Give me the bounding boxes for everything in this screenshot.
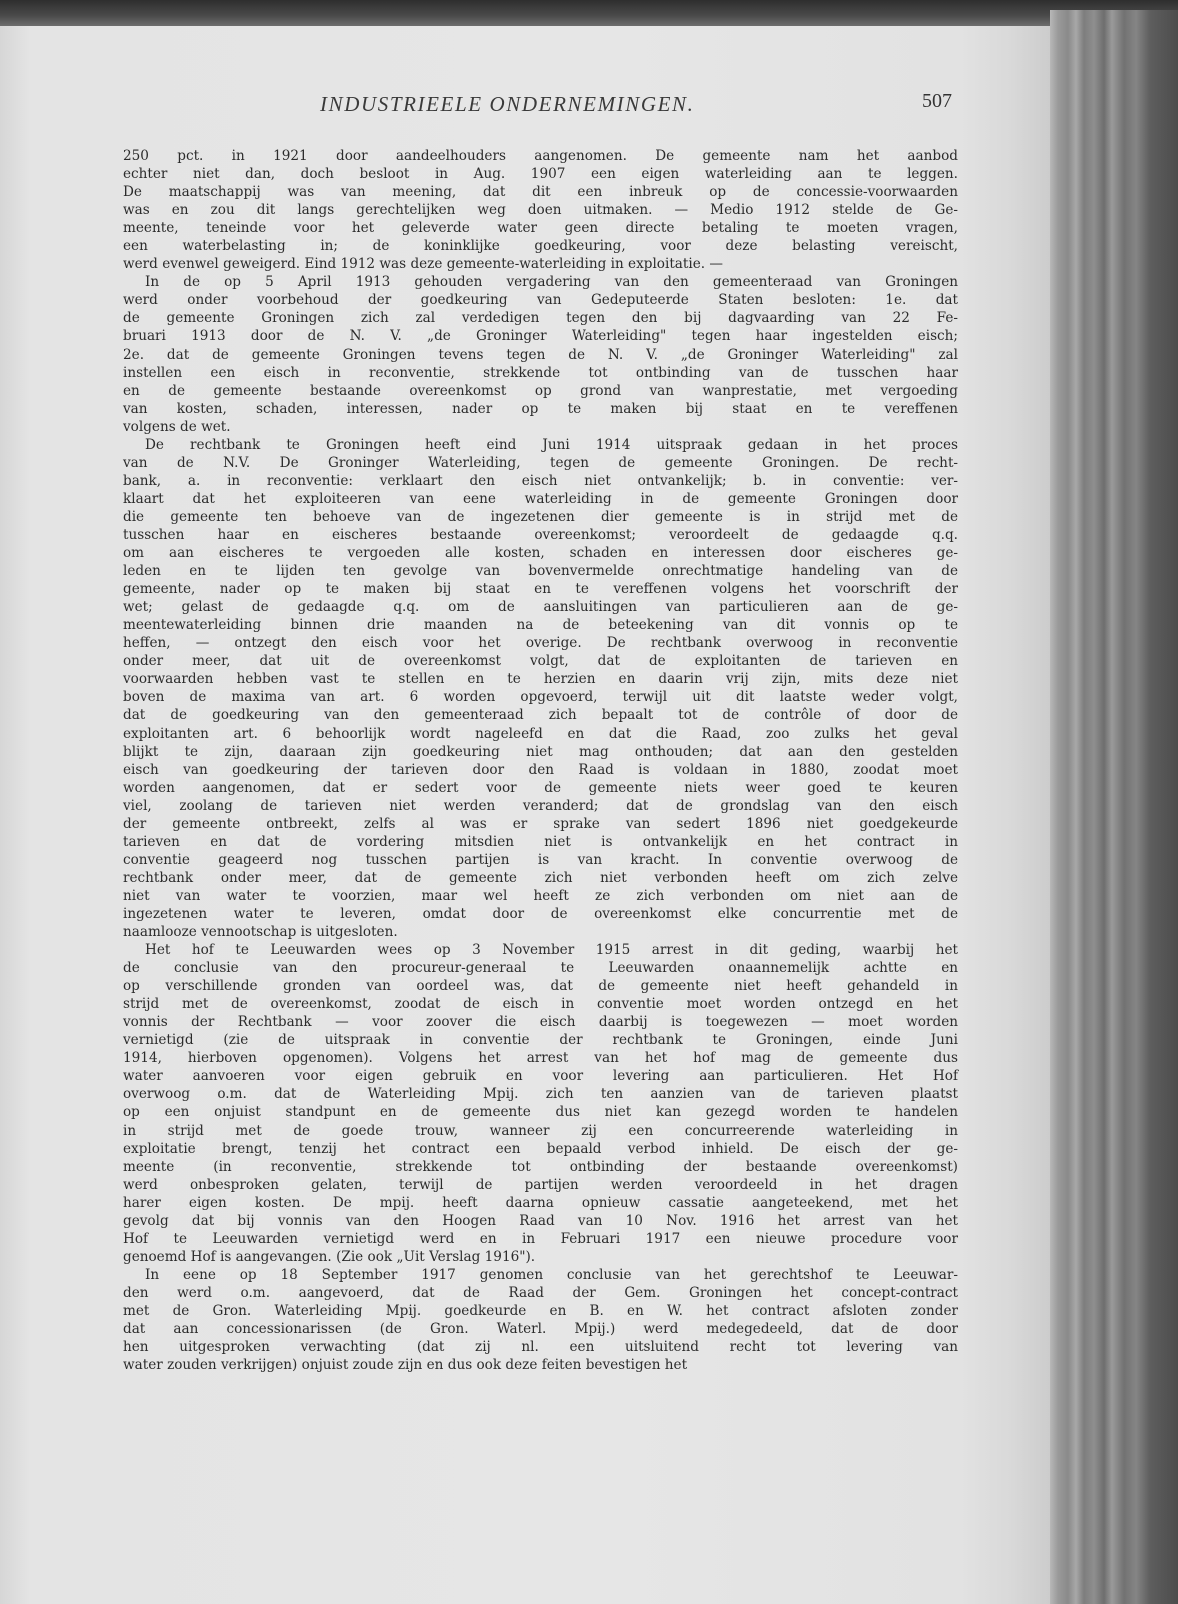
text-line: tarieven en dat de vordering mitsdien niet is ontvankelijk en het contract in [123,833,958,850]
text-line: om aan eischeres te vergoeden alle kosten, schaden en interessen door eischeres ge- [123,545,958,562]
text-line: der gemeente ontbreekt, zelfs al was er sprake van sedert 1896 niet goedgekeurde [123,815,958,832]
text-line: leden en te lijden ten gevolge van bovenvermelde onrechtmatige handeling van de [123,563,958,580]
text-line: worden aangenomen, dat er sedert voor de gemeente niets weer goed te keuren [123,779,958,796]
text-line: meentewaterleiding binnen drie maanden na de beteekening van dit vonnis op te [123,617,958,634]
text-line: echter niet dan, doch besloot in Aug. 1907 een eigen waterleiding aan te leggen. [123,166,958,183]
text-line: bank, a. in reconventie: verklaart den eisch niet ontvankelijk; b. in conventie: ver- [123,472,958,489]
text-line: de gemeente Groningen zich zal verdedigen tegen den bij dagvaarding van 22 Fe- [123,310,958,327]
text-line: water aanvoeren voor eigen gebruik en voor levering aan particulieren. Het Hof [123,1068,958,1085]
text-line: viel, zoolang de tarieven niet werden veranderd; dat de grondslag van den eisch [123,797,958,814]
text-line: rechtbank onder meer, dat de gemeente zich niet verbonden heeft om zich zelve [123,869,958,886]
text-line: vernietigd (zie de uitspraak in conventie der rechtbank te Groningen, einde Juni [123,1032,958,1049]
text-line: In eene op 18 September 1917 genomen conclusie van het gerechtshof te Leeuwar- [145,1266,958,1283]
text-line: onder meer, dat uit de overeenkomst volgt, dat de exploitanten de tarieven en [123,653,958,670]
body-text [123,147,958,1374]
text-line: naamlooze vennootschap is uitgesloten. [123,924,398,941]
text-line: was en zou dit langs gerechtelijken weg doen uitmaken. — Medio 1912 stelde de Ge- [123,202,958,219]
text-line: 1914, hierboven opgenomen). Volgens het arrest van het hof mag de gemeente dus [123,1050,958,1067]
text-line: overwoog o.m. dat de Waterleiding Mpij. zich ten aanzien van de tarieven plaatst [123,1086,958,1103]
text-line: op verschillende gronden van oordeel was, dat de gemeente niet heeft gehandeld in [123,978,958,995]
text-line: gevolg dat bij vonnis van den Hoogen Raad van 10 Nov. 1916 het arrest van het [123,1212,958,1229]
text-line: exploitatie brengt, tenzij het contract een bepaald verbod inhield. De eisch der ge- [123,1140,958,1157]
text-line: wet; gelast de gedaagde q.q. om de aansluitingen van particulieren aan de ge- [123,599,958,616]
text-line: van de N.V. De Groninger Waterleiding, tegen de gemeente Groningen. De recht- [123,454,958,471]
text-line: niet van water te voorzien, maar wel heeft ze zich verbonden om niet aan de [123,887,958,904]
text-line: genoemd Hof is aangevangen. (Zie ook „Uit Verslag 1916"). [123,1248,536,1265]
book-binding-edge [1050,10,1178,1604]
paragraph [123,273,958,435]
text-line: boven de maxima van art. 6 worden opgevoerd, terwijl uit dit laatste weder volgt, [123,689,958,706]
text-line: met de Gron. Waterleiding Mpij. goedkeurde en B. en W. het contract afsloten zonder [123,1303,958,1319]
text-line: eisch van goedkeuring der tarieven door den Raad is voldaan in 1880, zoodat moet [123,761,958,778]
text-line: De rechtbank te Groningen heeft eind Juni 1914 uitspraak gedaan in het proces [145,436,958,453]
text-line: op een onjuist standpunt en de gemeente dus niet kan gezegd worden te handelen [123,1104,958,1121]
text-line: en de gemeente bestaande overeenkomst op grond van wanprestatie, met vergoeding [123,382,958,399]
text-line: blijkt te zijn, daaraan zijn goedkeuring niet mag onthouden; dat aan den gestelden [123,743,958,760]
text-line: dat de goedkeuring van den gemeenteraad zich bepaalt tot de contrôle of door de [123,707,958,724]
text-line: 2e. dat de gemeente Groningen tevens tegen de N. V. „de Groninger Waterleiding" zal [123,346,958,363]
text-line: in strijd met de goede trouw, wanneer zij een concurreerende waterleiding in [123,1122,958,1139]
text-line: ingezetenen water te leveren, omdat door de overeenkomst elke concurrentie met de [123,905,958,922]
text-line: 250 pct. in 1921 door aandeelhouders aangenomen. De gemeente nam het aanbod [123,148,958,164]
page-number: 507 [922,90,952,112]
text-line: exploitanten art. 6 behoorlijk wordt nageleefd en dat die Raad, zoo zulks het geval [123,725,958,742]
text-line: heffen, — ontzegt den eisch voor het overige. De rechtbank overwoog in reconventie [123,635,958,652]
text-line: instellen een eisch in reconventie, strekkende tot ontbinding van de tusschen haar [123,364,958,381]
text-line: werd onbesproken gelaten, terwijl de partijen werden veroordeeld in het dragen [123,1176,958,1193]
text-line: tusschen haar en eischeres bestaande overeenkomst; veroordeelt de gedaagde q.q. [123,526,958,543]
text-line: de conclusie van den procureur-generaal te Leeuwarden onaannemelijk achtte en [123,960,958,977]
text-line: den werd o.m. aangevoerd, dat de Raad der Gem. Groningen het concept-contract [123,1284,958,1301]
text-line: hen uitgesproken verwachting (dat zij nl. een uitsluitend recht tot levering van [123,1339,958,1356]
text-line: volgens de wet. [123,418,231,435]
text-line: werd evenwel geweigerd. Eind 1912 was deze gemeente-waterleiding in exploitatie. — [123,256,723,273]
text-line: bruari 1913 door de N. V. „de Groninger Waterleiding" tegen haar ingestelden eisch; [123,328,958,345]
text-line: dat aan concessionarissen (de Gron. Waterl. Mpij.) werd medegedeeld, dat de door [123,1321,958,1338]
text-line: Hof te Leeuwarden vernietigd werd en in Februari 1917 een nieuwe procedure voor [123,1230,958,1247]
text-line: die gemeente ten behoeve van de ingezetenen dier gemeente is in strijd met de [123,508,958,525]
text-line: water zouden verkrijgen) onjuist zoude zijn en dus ook deze feiten bevestigen het [123,1357,688,1374]
text-line: meente, teneinde voor het geleverde water geen directe betaling te moeten vragen, [123,220,958,237]
paragraph [123,436,958,941]
text-line: van kosten, schaden, interessen, nader op te maken bij staat en te vereffenen [123,400,958,417]
running-title: INDUSTRIEELE ONDERNEMINGEN. [320,92,695,116]
paragraph [123,941,958,1266]
book-top-edge [0,0,1178,26]
paragraph [123,147,958,273]
text-line: voorwaarden hebben vast te stellen en te herzien en daarin vrij zijn, mits deze niet [123,671,958,688]
text-line: De maatschappij was van meening, dat dit een inbreuk op de concessie-voorwaarden [123,184,958,201]
text-line: Het hof te Leeuwarden wees op 3 November 1915 arrest in dit geding, waarbij het [145,942,958,959]
text-line: In de op 5 April 1913 gehouden vergadering van den gemeenteraad van Groningen [145,274,958,291]
running-header [100,90,960,124]
paragraph [123,1266,958,1374]
text-line: conventie geageerd nog tusschen partijen is van kracht. In conventie overwoog de [123,851,958,868]
text-line: strijd met de overeenkomst, zoodat de eisch in conventie moet worden ontzegd en het [123,996,958,1013]
text-line: harer eigen kosten. De mpij. heeft daarna opnieuw cassatie aangeteekend, met het [123,1194,958,1211]
text-line: vonnis der Rechtbank — voor zoover die eisch daarbij is toegewezen — moet worden [123,1014,958,1031]
text-line: een waterbelasting in; de koninklijke goedkeuring, voor deze belasting vereischt, [123,238,958,255]
text-line: werd onder voorbehoud der goedkeuring van Gedeputeerde Staten besloten: 1e. dat [123,292,958,309]
text-line: meente (in reconventie, strekkende tot ontbinding der bestaande overeenkomst) [123,1158,958,1175]
text-line: gemeente, nader op te maken bij staat en te vereffenen volgens het voorschrift der [123,581,958,598]
text-line: klaart dat het exploiteeren van eene waterleiding in de gemeente Groningen door [123,490,958,507]
